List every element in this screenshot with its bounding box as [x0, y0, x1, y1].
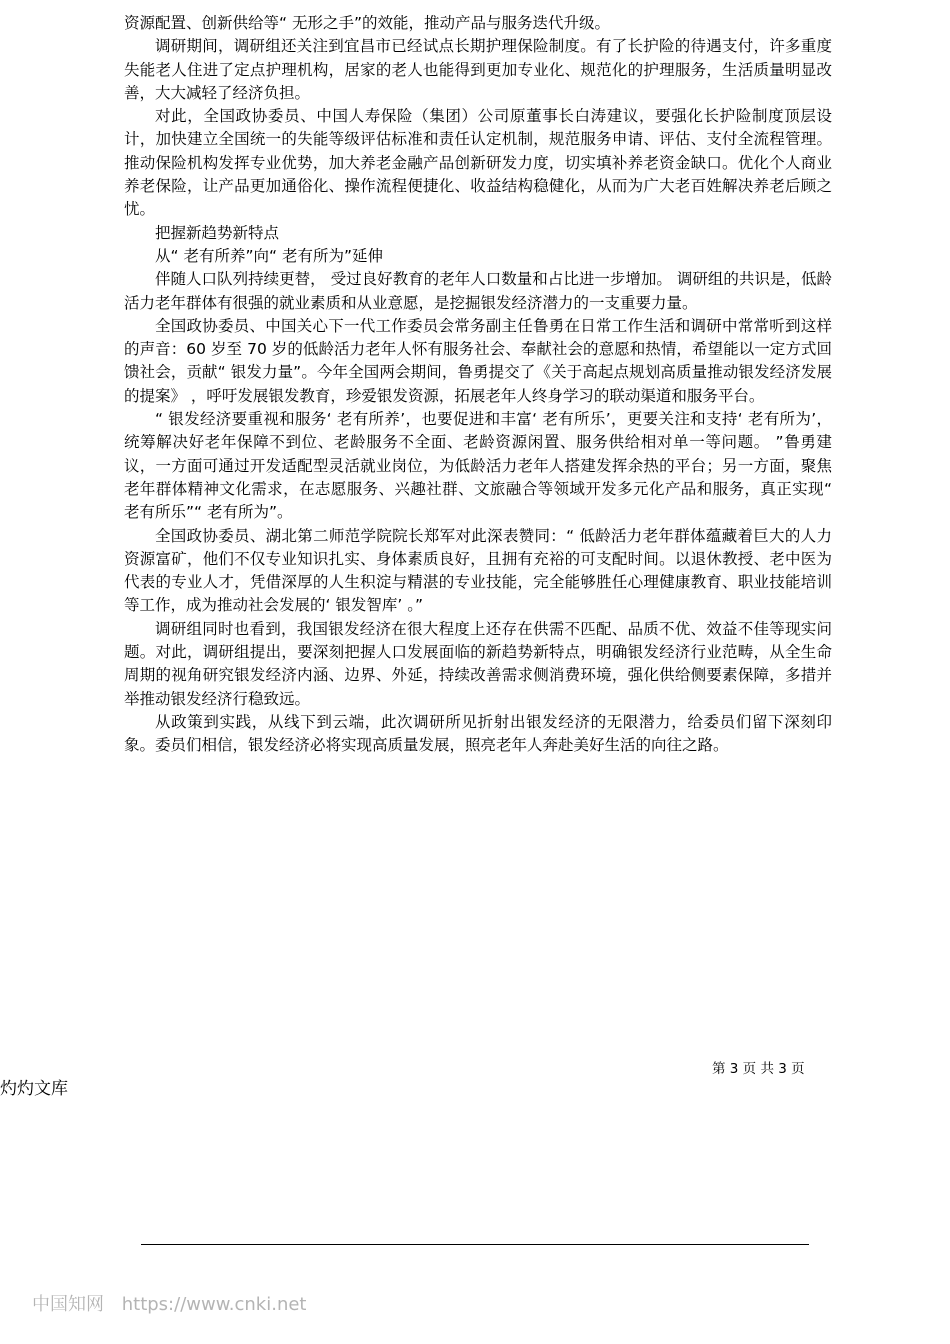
footer-divider	[141, 1244, 809, 1245]
paragraph-continued: 资源配置、创新供给等“ 无形之手”的效能，推动产品与服务迭代升级。	[124, 14, 610, 32]
brand-label: 灼灼文库	[0, 1079, 68, 1099]
paragraph: 伴随人口队列持续更替， 受过良好教育的老年人口数量和占比进一步增加。 调研组的共识是，低龄活力老年群体有很强的就业素质和从业意愿，是挖掘银发经济潜力的一支重要力量。	[124, 270, 832, 312]
watermark-name: 中国知网	[32, 1294, 104, 1315]
section-subheading: 从“ 老有所养”向“ 老有所为”延伸	[155, 246, 383, 265]
paragraph: 调研期间，调研组还关注到宜昌市已经试点长期护理保险制度。有了长护险的待遇支付，许多重度失能老人住进了定点护理机构，居家的老人也能得到更加专业化、规范化的护理服务，生活质量明显改善，大大减轻了经济负担。	[124, 37, 832, 102]
section-heading: 把握新趋势新特点	[155, 223, 280, 242]
paragraph: 全国政协委员、中国关心下一代工作委员会常务副主任鲁勇在日常工作生活和调研中常常听到这样的声音：60 岁至 70 岁的低龄活力老年人怀有服务社会、奉献社会的意愿和热情，希望能以一定方式回馈社会，贡献“ 银发力量”。今年全国两会期间，鲁勇提交了《关于高起点规划高质量推动银发经济发展的提案》 ，呼吁发展银发教育，珍爱银发资源，拓展老年人终身学习的联动渠道和服务平台。	[124, 316, 832, 405]
watermark-url: https://www.cnki.net	[121, 1294, 307, 1315]
paragraph: 调研组同时也看到，我国银发经济在很大程度上还存在供需不匹配、品质不优、效益不佳等现实问题。对此，调研组提出，要深刻把握人口发展面临的新趋势新特点，明确银发经济行业范畴，从全生命周期的视角研究银发经济内涵、边界、外延，持续改善需求侧消费环境，强化供给侧要素保障，多措并举推动银发经济行稳致远。	[124, 619, 832, 708]
paragraph: 从政策到实践，从线下到云端，此次调研所见折射出银发经济的无限潜力，给委员们留下深刻印象。委员们相信，银发经济必将实现高质量发展，照亮老年人奔赴美好生活的向往之路。	[124, 712, 832, 755]
paragraph: 全国政协委员、湖北第二师范学院院长郑军对此深表赞同：“ 低龄活力老年群体蕴藏着巨大的人力资源富矿，他们不仅专业知识扎实、身体素质良好，且拥有充裕的可支配时间。以退休教授、老中医为代表的专业人才，凭借深厚的人生积淀与精湛的专业技能，完全能够胜任心理健康教育、职业技能培训等工作，成为推动社会发展的‘ 银发智库’ 。”	[124, 526, 832, 615]
paragraph: “ 银发经济要重视和服务‘ 老有所养’，也要促进和丰富‘ 老有所乐’，更要关注和支持‘ 老有所为’，统筹解决好老年保障不到位、老龄服务不全面、老龄资源闲置、服务供给相对单一等问题。 ”鲁勇建议，一方面可通过开发适配型灵活就业岗位，为低龄活力老年人搭建发挥余热的平台；另一方面，聚焦老年群体精神文化需求，在志愿服务、兴趣社群、文旅融合等领域开发多元化产品和服务，真正实现“ 老有所乐”“ 老有所为”。	[124, 410, 832, 522]
page-number: 第 3 页 共 3 页	[712, 1061, 805, 1077]
article-body	[124, 12, 832, 758]
source-watermark	[32, 1293, 306, 1317]
paragraph: 对此，全国政协委员、中国人寿保险（集团）公司原董事长白涛建议，要强化长护险制度顶层设计，加快建立全国统一的失能等级评估标准和责任认定机制，规范服务申请、评估、支付全流程管理。推动保险机构发挥专业优势，加大养老金融产品创新研发力度，切实填补养老资金缺口。优化个人商业养老保险，让产品更加通俗化、操作流程便捷化、收益结构稳健化，从而为广大老百姓解决养老后顾之忧。	[124, 107, 832, 219]
